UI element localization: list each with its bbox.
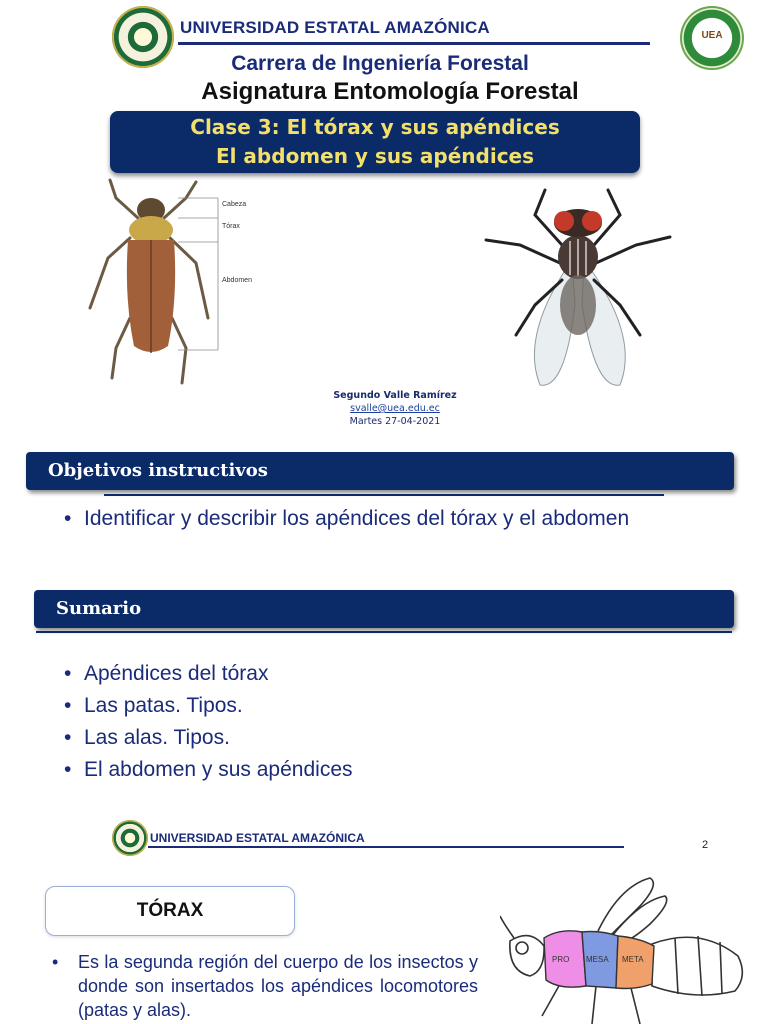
uea-logo-text: UEA	[701, 30, 723, 41]
university-seal-small	[112, 820, 148, 856]
segment-pro-label: PRO	[552, 955, 570, 964]
university-name: UNIVERSIDAD ESTATAL AMAZÓNICA	[180, 18, 490, 37]
summary-underline	[36, 631, 732, 633]
segment-mesa-label: MESA	[586, 955, 609, 964]
header-divider	[178, 42, 650, 45]
summary-item: • El abdomen y sus apéndices	[60, 754, 620, 786]
thorax-diagram	[500, 876, 750, 1024]
fly-image	[480, 185, 675, 395]
objectives-underline	[104, 494, 664, 496]
torax-paragraph: • Es la segunda región del cuerpo de los insectos y donde son insertados los apéndices locomotores (patas y alas).	[48, 950, 478, 1022]
author-block	[300, 389, 490, 428]
author-name: Segundo Valle Ramírez	[333, 390, 457, 401]
summary-heading-bar	[34, 590, 734, 628]
objectives-heading-bar	[26, 452, 734, 490]
class-title-line2: El abdomen y sus apéndices	[215, 144, 535, 168]
summary-item: • Apéndices del tórax	[60, 658, 620, 690]
label-torax: Tórax	[222, 223, 240, 230]
class-title-banner	[110, 111, 640, 173]
objectives-heading: Objetivos instructivos	[48, 460, 268, 481]
slide2-university-name: UNIVERSIDAD ESTATAL AMAZÓNICA	[150, 831, 365, 845]
summary-list	[60, 658, 620, 786]
slide2-header-divider	[148, 846, 624, 848]
segment-meta-label: META	[622, 955, 644, 964]
summary-item: • Las patas. Tipos.	[60, 690, 620, 722]
objectives-list	[60, 505, 640, 532]
torax-title: TÓRAX	[136, 900, 204, 921]
wasp-image	[500, 876, 750, 1024]
summary-item: • Las alas. Tipos.	[60, 722, 620, 754]
torax-description	[48, 950, 478, 1022]
author-email-link[interactable]: svalle@uea.edu.ec	[350, 403, 440, 414]
summary-heading: Sumario	[56, 598, 142, 619]
page-number: 2	[702, 839, 709, 851]
lecture-date: Martes 27-04-2021	[349, 416, 441, 427]
objective-item: • Identificar y describir los apéndices del tórax y el abdomen	[60, 505, 640, 532]
career-title: Carrera de Ingeniería Forestal	[231, 52, 529, 75]
subject-title: Asignatura Entomología Forestal	[201, 78, 579, 105]
label-abdomen: Abdomen	[222, 277, 252, 284]
fly-illustration	[480, 185, 675, 395]
label-cabeza: Cabeza	[222, 201, 247, 208]
beetle-illustration	[86, 178, 266, 393]
class-title-line1: Clase 3: El tórax y sus apéndices	[190, 115, 560, 139]
torax-title-box	[45, 886, 295, 936]
beetle-image	[86, 178, 266, 393]
